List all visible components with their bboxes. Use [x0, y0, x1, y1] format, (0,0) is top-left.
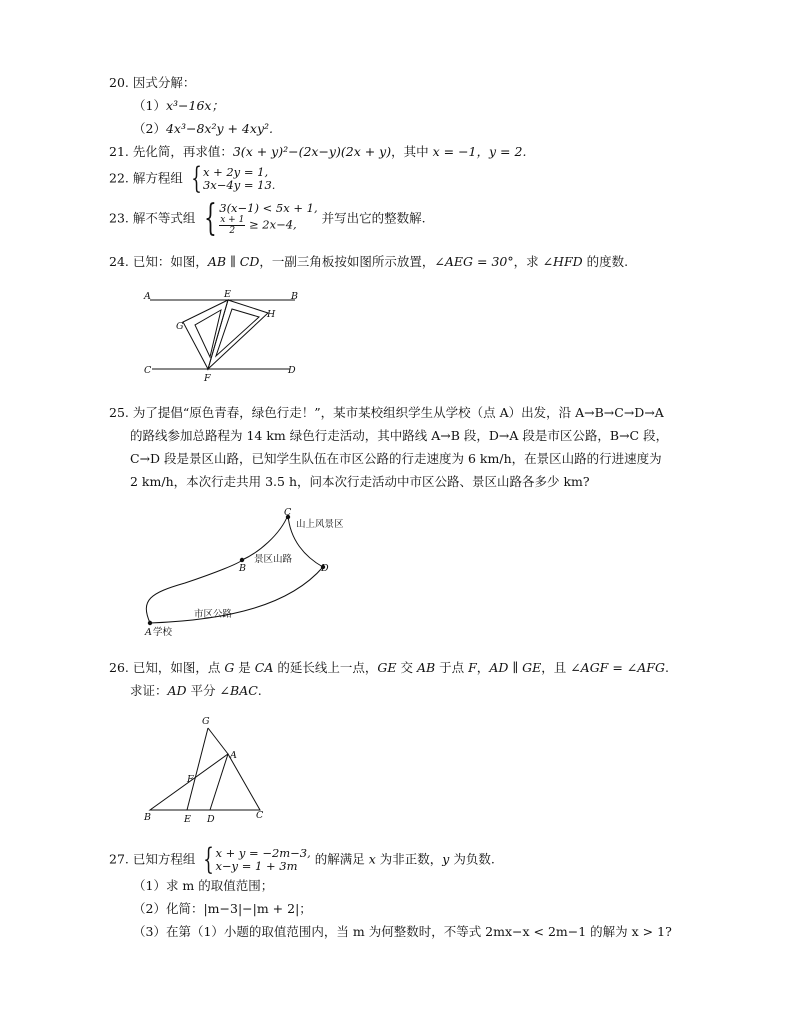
- q26-parallel: AD ∥ GE: [489, 660, 542, 675]
- segment-ge: [187, 728, 208, 810]
- q23-frac-num: x + 1: [220, 215, 245, 225]
- q20-part2-expr: 4x³−8x²y + 4xy².: [165, 121, 273, 136]
- q26-text: 26. 已知，如图，点: [109, 660, 225, 675]
- q24: [109, 254, 628, 270]
- q26-text: .: [664, 660, 669, 675]
- segment-ad: [210, 754, 228, 810]
- q27-part1: （1）求 m 的取值范围；: [133, 878, 274, 893]
- label-c: C: [256, 810, 264, 821]
- q22: [109, 161, 276, 196]
- q26-line1: [109, 660, 669, 676]
- label-b: B: [291, 291, 298, 302]
- label-school: 学校: [153, 627, 173, 638]
- label-a: A: [144, 291, 151, 302]
- q26-f: F: [468, 660, 477, 675]
- q23-ineq1: 3(x−1) < 5x + 1,: [219, 201, 318, 215]
- q25-line2: 的路线参加总路程为 14 km 绿色行走活动，其中路线 A→B 段，D→A 段是市区公路，B→C 段，: [130, 428, 669, 443]
- q26-figure: [140, 712, 275, 827]
- label-c: C: [144, 365, 152, 376]
- q26-angles: ∠AGF = ∠AFG: [570, 660, 665, 675]
- q27-part2: （2）化简：|m−3|−|m + 2|；: [133, 901, 312, 916]
- label-scenic-area: 山上风景区: [296, 519, 344, 530]
- q27-system: [199, 842, 311, 877]
- q27-eq2: x−y = 1 + 3m: [215, 859, 298, 873]
- q20-stem: 20. 因式分解：: [109, 75, 196, 90]
- q24-figure: [140, 285, 310, 385]
- label-f: F: [187, 774, 194, 785]
- q21-expr: 3(x + y)²−(2x−y)(2x + y): [232, 144, 392, 159]
- label-a: A: [145, 627, 152, 638]
- label-g: G: [176, 321, 184, 332]
- q26-text: 是: [234, 660, 255, 675]
- brace-icon: {: [203, 842, 215, 877]
- q23-stem: 23. 解不等式组: [109, 210, 196, 226]
- q23-ineq2-rest: ≥ 2x−4,: [248, 217, 297, 232]
- label-b: B: [239, 563, 246, 574]
- q25-line1: 25. 为了提倡“原色青春，绿色行走！”，某市某校组织学生从学校（点 A）出发，沿 A→B→C→D→A: [109, 405, 664, 420]
- q27-stem: 27. 已知方程组: [109, 851, 196, 867]
- label-g: G: [202, 716, 210, 727]
- q26-text: ，: [476, 660, 490, 675]
- q27: [109, 842, 495, 877]
- q26-text: 于点: [435, 660, 469, 675]
- label-f: F: [204, 373, 211, 384]
- q24-stem-mid2: ，求: [513, 254, 543, 269]
- route-loop: [146, 515, 323, 623]
- q23-tail: 并写出它的整数解.: [321, 210, 426, 226]
- q24-stem-end: 的度数.: [582, 254, 629, 269]
- label-mountain-road: 景区山路: [254, 554, 293, 565]
- label-c: C: [284, 507, 292, 518]
- q26-text: 平分: [186, 683, 220, 698]
- label-e: E: [184, 814, 191, 825]
- q24-cond2: ∠AEG = 30°: [434, 254, 514, 269]
- q26-ad: AD: [167, 683, 187, 698]
- point-a: [148, 621, 152, 625]
- label-d: D: [288, 365, 296, 376]
- q27-text: 为负数.: [449, 851, 495, 867]
- q25-line4: 2 km/h，本次行走共用 3.5 h，问本次行走活动中市区公路、景区山路各多少 km?: [130, 474, 590, 489]
- q21-stem: 21. 先化简，再求值：: [109, 144, 233, 159]
- q22-system: [187, 161, 276, 196]
- q26-line2: [130, 683, 262, 699]
- label-e: E: [224, 289, 231, 300]
- q26-text: 求证：: [130, 683, 168, 698]
- q27-x: x: [368, 851, 376, 867]
- brace-icon: {: [204, 198, 218, 239]
- q20-part1: [133, 98, 224, 114]
- q23: [109, 198, 426, 239]
- q22-eq2: 3x−4y = 13.: [202, 178, 276, 192]
- q27-eq1: x + y = −2m−3,: [215, 846, 311, 860]
- label-h: H: [267, 309, 276, 320]
- q20-part2: [133, 121, 273, 137]
- q22-stem: 22. 解方程组: [109, 170, 183, 186]
- q27-y: y: [442, 851, 450, 867]
- triangle-egf-inner: [195, 310, 221, 357]
- q25-line3: C→D 段是景区山路，已知学生队伍在市区公路的行走速度为 6 km/h，在景区山路的行进速度为: [130, 451, 662, 466]
- triangle-abc: [150, 754, 260, 810]
- q22-eq1: x + 2y = 1,: [202, 165, 269, 179]
- q26-g: G: [224, 660, 235, 675]
- segment-ag: [208, 728, 228, 754]
- label-d: D: [207, 814, 215, 825]
- q26-text: 的延长线上一点，: [273, 660, 378, 675]
- q23-frac-den: 2: [229, 226, 236, 236]
- q27-text: 为非正数，: [375, 851, 443, 867]
- q23-system: [199, 198, 318, 239]
- q26-text: .: [257, 683, 262, 698]
- q25-route-figure: [140, 505, 360, 645]
- q24-target: ∠HFD: [542, 254, 583, 269]
- q26-text: ，且: [541, 660, 571, 675]
- q24-cond1: AB ∥ CD: [207, 254, 260, 269]
- label-b: B: [144, 812, 151, 823]
- q26-ab: AB: [416, 660, 436, 675]
- q23-fraction: [219, 215, 245, 236]
- q21-cond: x = −1，y = 2.: [432, 144, 527, 159]
- q20-part1-label: （1）: [133, 98, 166, 113]
- q24-stem-mid: ，一副三角板按如图所示放置，: [259, 254, 435, 269]
- q26-ca: CA: [254, 660, 274, 675]
- q26-text: 交: [396, 660, 417, 675]
- label-city-road: 市区公路: [194, 609, 233, 620]
- q27-text: 的解满足: [310, 851, 369, 867]
- q27-part3: （3）在第（1）小题的取值范围内，当 m 为何整数时，不等式 2mx−x < 2m−1 的解为 x > 1?: [133, 924, 672, 939]
- point-b: [240, 558, 244, 562]
- triangle-ehf-inner: [216, 309, 259, 356]
- q20-part2-label: （2）: [133, 121, 166, 136]
- q21-cond-pre: ，其中: [391, 144, 433, 159]
- label-d: D: [321, 563, 329, 574]
- q24-stem-pre: 24. 已知：如图，: [109, 254, 208, 269]
- q21: [109, 144, 526, 160]
- brace-icon: {: [191, 161, 202, 196]
- q20-part1-expr: x³−16x；: [165, 98, 224, 113]
- label-a: A: [230, 750, 237, 761]
- q26-bac: ∠BAC: [219, 683, 258, 698]
- q26-ge: GE: [377, 660, 397, 675]
